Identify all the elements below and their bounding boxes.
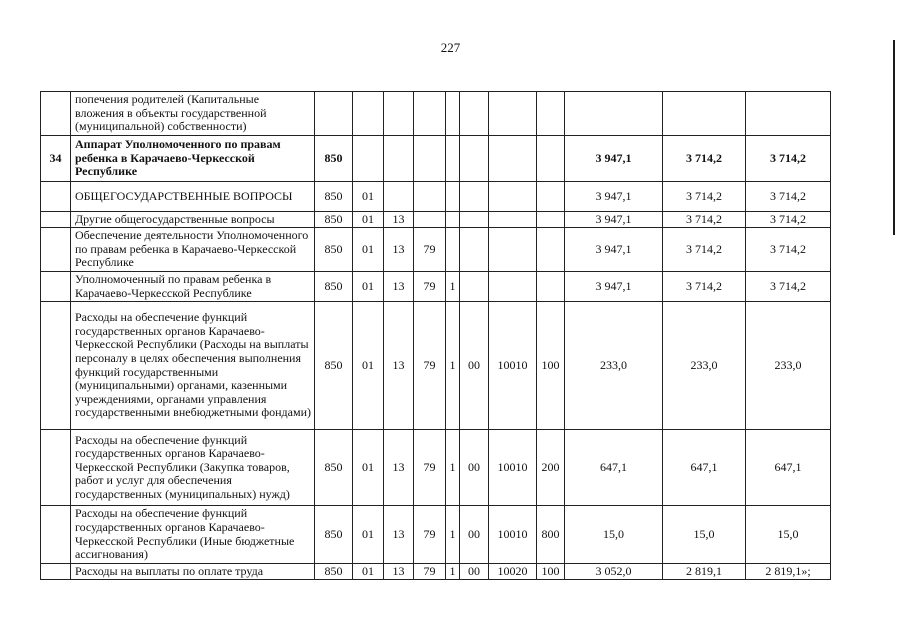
code-grbs: 850 [315,228,353,272]
code-subprogram [446,92,460,136]
row-number [41,182,71,212]
amount-year-3: 3 714,2 [746,228,831,272]
row-number: 34 [41,136,71,182]
code-section: 01 [353,302,384,430]
code-expense-type [537,92,565,136]
amount-year-2: 3 714,2 [663,272,746,302]
code-subprogram [446,228,460,272]
row-number [41,506,71,564]
code-subprogram [446,212,460,228]
code-direction [460,228,489,272]
code-grbs: 850 [315,182,353,212]
amount-year-3: 15,0 [746,506,831,564]
code-expense: 10010 [489,302,537,430]
row-name: Расходы на обеспечение функций государственных органов Карачаево-Черкесской Республики (Закупка товаров, работ и услуг для обеспечения государственных (муниципальных) нужд) [71,430,315,506]
row-number [41,430,71,506]
amount-year-1: 647,1 [565,430,663,506]
amount-year-3: 2 819,1»; [746,564,831,580]
code-direction [460,136,489,182]
code-subsection [384,182,414,212]
code-subsection [384,136,414,182]
code-grbs: 850 [315,430,353,506]
row-number [41,212,71,228]
row-name: Обеспечение деятельности Уполномоченного по правам ребенка в Карачаево-Черкесской Республике [71,228,315,272]
code-program [414,92,446,136]
code-subsection: 13 [384,302,414,430]
code-grbs: 850 [315,272,353,302]
code-section: 01 [353,564,384,580]
amount-year-3 [746,92,831,136]
code-direction [460,272,489,302]
code-expense: 10020 [489,564,537,580]
code-expense: 10010 [489,430,537,506]
code-section: 01 [353,506,384,564]
code-expense-type [537,182,565,212]
code-subprogram [446,136,460,182]
amount-year-2: 233,0 [663,302,746,430]
amount-year-2: 3 714,2 [663,212,746,228]
amount-year-1 [565,92,663,136]
code-expense-type [537,136,565,182]
table-row [41,212,831,228]
code-grbs: 850 [315,212,353,228]
amount-year-1: 3 052,0 [565,564,663,580]
table-row [41,302,831,430]
row-name: Уполномоченный по правам ребенка в Карачаево-Черкесской Республике [71,272,315,302]
amount-year-2: 3 714,2 [663,228,746,272]
code-program: 79 [414,430,446,506]
code-program [414,212,446,228]
table-row [41,430,831,506]
row-name: Расходы на выплаты по оплате труда [71,564,315,580]
code-expense-type [537,228,565,272]
code-direction: 00 [460,564,489,580]
code-section: 01 [353,272,384,302]
code-subsection: 13 [384,228,414,272]
code-expense-type: 100 [537,302,565,430]
amount-year-1: 3 947,1 [565,212,663,228]
code-section: 01 [353,430,384,506]
amount-year-3: 647,1 [746,430,831,506]
scan-edge-mark [893,40,895,235]
code-program: 79 [414,228,446,272]
code-subsection [384,92,414,136]
code-program: 79 [414,506,446,564]
code-subsection: 13 [384,506,414,564]
code-program: 79 [414,564,446,580]
row-number [41,272,71,302]
table-row [41,506,831,564]
amount-year-3: 3 714,2 [746,212,831,228]
code-subsection: 13 [384,564,414,580]
code-subprogram: 1 [446,302,460,430]
code-grbs [315,92,353,136]
code-subsection: 13 [384,212,414,228]
row-name: Другие общегосударственные вопросы [71,212,315,228]
code-section: 01 [353,182,384,212]
code-subprogram: 1 [446,506,460,564]
code-expense [489,136,537,182]
budget-table [40,91,831,580]
code-subsection: 13 [384,430,414,506]
amount-year-1: 3 947,1 [565,136,663,182]
code-section: 01 [353,212,384,228]
code-expense [489,92,537,136]
amount-year-1: 3 947,1 [565,182,663,212]
amount-year-2: 647,1 [663,430,746,506]
code-grbs: 850 [315,564,353,580]
code-section [353,136,384,182]
amount-year-2: 3 714,2 [663,182,746,212]
code-direction: 00 [460,430,489,506]
code-expense-type: 200 [537,430,565,506]
code-program: 79 [414,272,446,302]
code-grbs: 850 [315,302,353,430]
amount-year-2: 15,0 [663,506,746,564]
row-number [41,564,71,580]
code-subsection: 13 [384,272,414,302]
amount-year-3: 3 714,2 [746,182,831,212]
row-number [41,92,71,136]
code-section [353,92,384,136]
code-subprogram: 1 [446,430,460,506]
amount-year-2 [663,92,746,136]
code-direction [460,182,489,212]
code-grbs: 850 [315,136,353,182]
row-number [41,302,71,430]
amount-year-1: 233,0 [565,302,663,430]
code-subprogram [446,182,460,212]
row-name: Расходы на обеспечение функций государственных органов Карачаево-Черкесской Республики (Иные бюджетные ассигнования) [71,506,315,564]
code-grbs: 850 [315,506,353,564]
code-program [414,136,446,182]
table-row [41,564,831,580]
amount-year-1: 3 947,1 [565,228,663,272]
table-row [41,136,831,182]
amount-year-1: 3 947,1 [565,272,663,302]
code-expense [489,182,537,212]
code-subprogram: 1 [446,564,460,580]
row-name: попечения родителей (Капитальные вложения в объекты государственной (муниципальной) собственности) [71,92,315,136]
row-name: Расходы на обеспечение функций государственных органов Карачаево-Черкесской Республики (Расходы на выплаты персоналу в целях обеспечения выполнения функций государственными (муниципальными) органами, казенными учреждениями, органами управления государственными внебюджетными фондами) [71,302,315,430]
code-expense [489,212,537,228]
code-section: 01 [353,228,384,272]
row-name: ОБЩЕГОСУДАРСТВЕННЫЕ ВОПРОСЫ [71,182,315,212]
row-number [41,228,71,272]
code-direction [460,212,489,228]
page-number: 227 [440,40,461,55]
code-expense-type [537,272,565,302]
amount-year-3: 3 714,2 [746,272,831,302]
code-program [414,182,446,212]
code-expense-type: 800 [537,506,565,564]
code-direction [460,92,489,136]
table-row [41,272,831,302]
code-expense-type: 100 [537,564,565,580]
code-expense: 10010 [489,506,537,564]
code-direction: 00 [460,302,489,430]
amount-year-2: 2 819,1 [663,564,746,580]
table-row [41,182,831,212]
code-expense [489,228,537,272]
amount-year-3: 233,0 [746,302,831,430]
code-direction: 00 [460,506,489,564]
code-subprogram: 1 [446,272,460,302]
amount-year-3: 3 714,2 [746,136,831,182]
amount-year-1: 15,0 [565,506,663,564]
code-expense [489,272,537,302]
amount-year-2: 3 714,2 [663,136,746,182]
table-row [41,228,831,272]
code-expense-type [537,212,565,228]
table-row [41,92,831,136]
row-name: Аппарат Уполномоченного по правам ребенка в Карачаево-Черкесской Республике [71,136,315,182]
code-program: 79 [414,302,446,430]
